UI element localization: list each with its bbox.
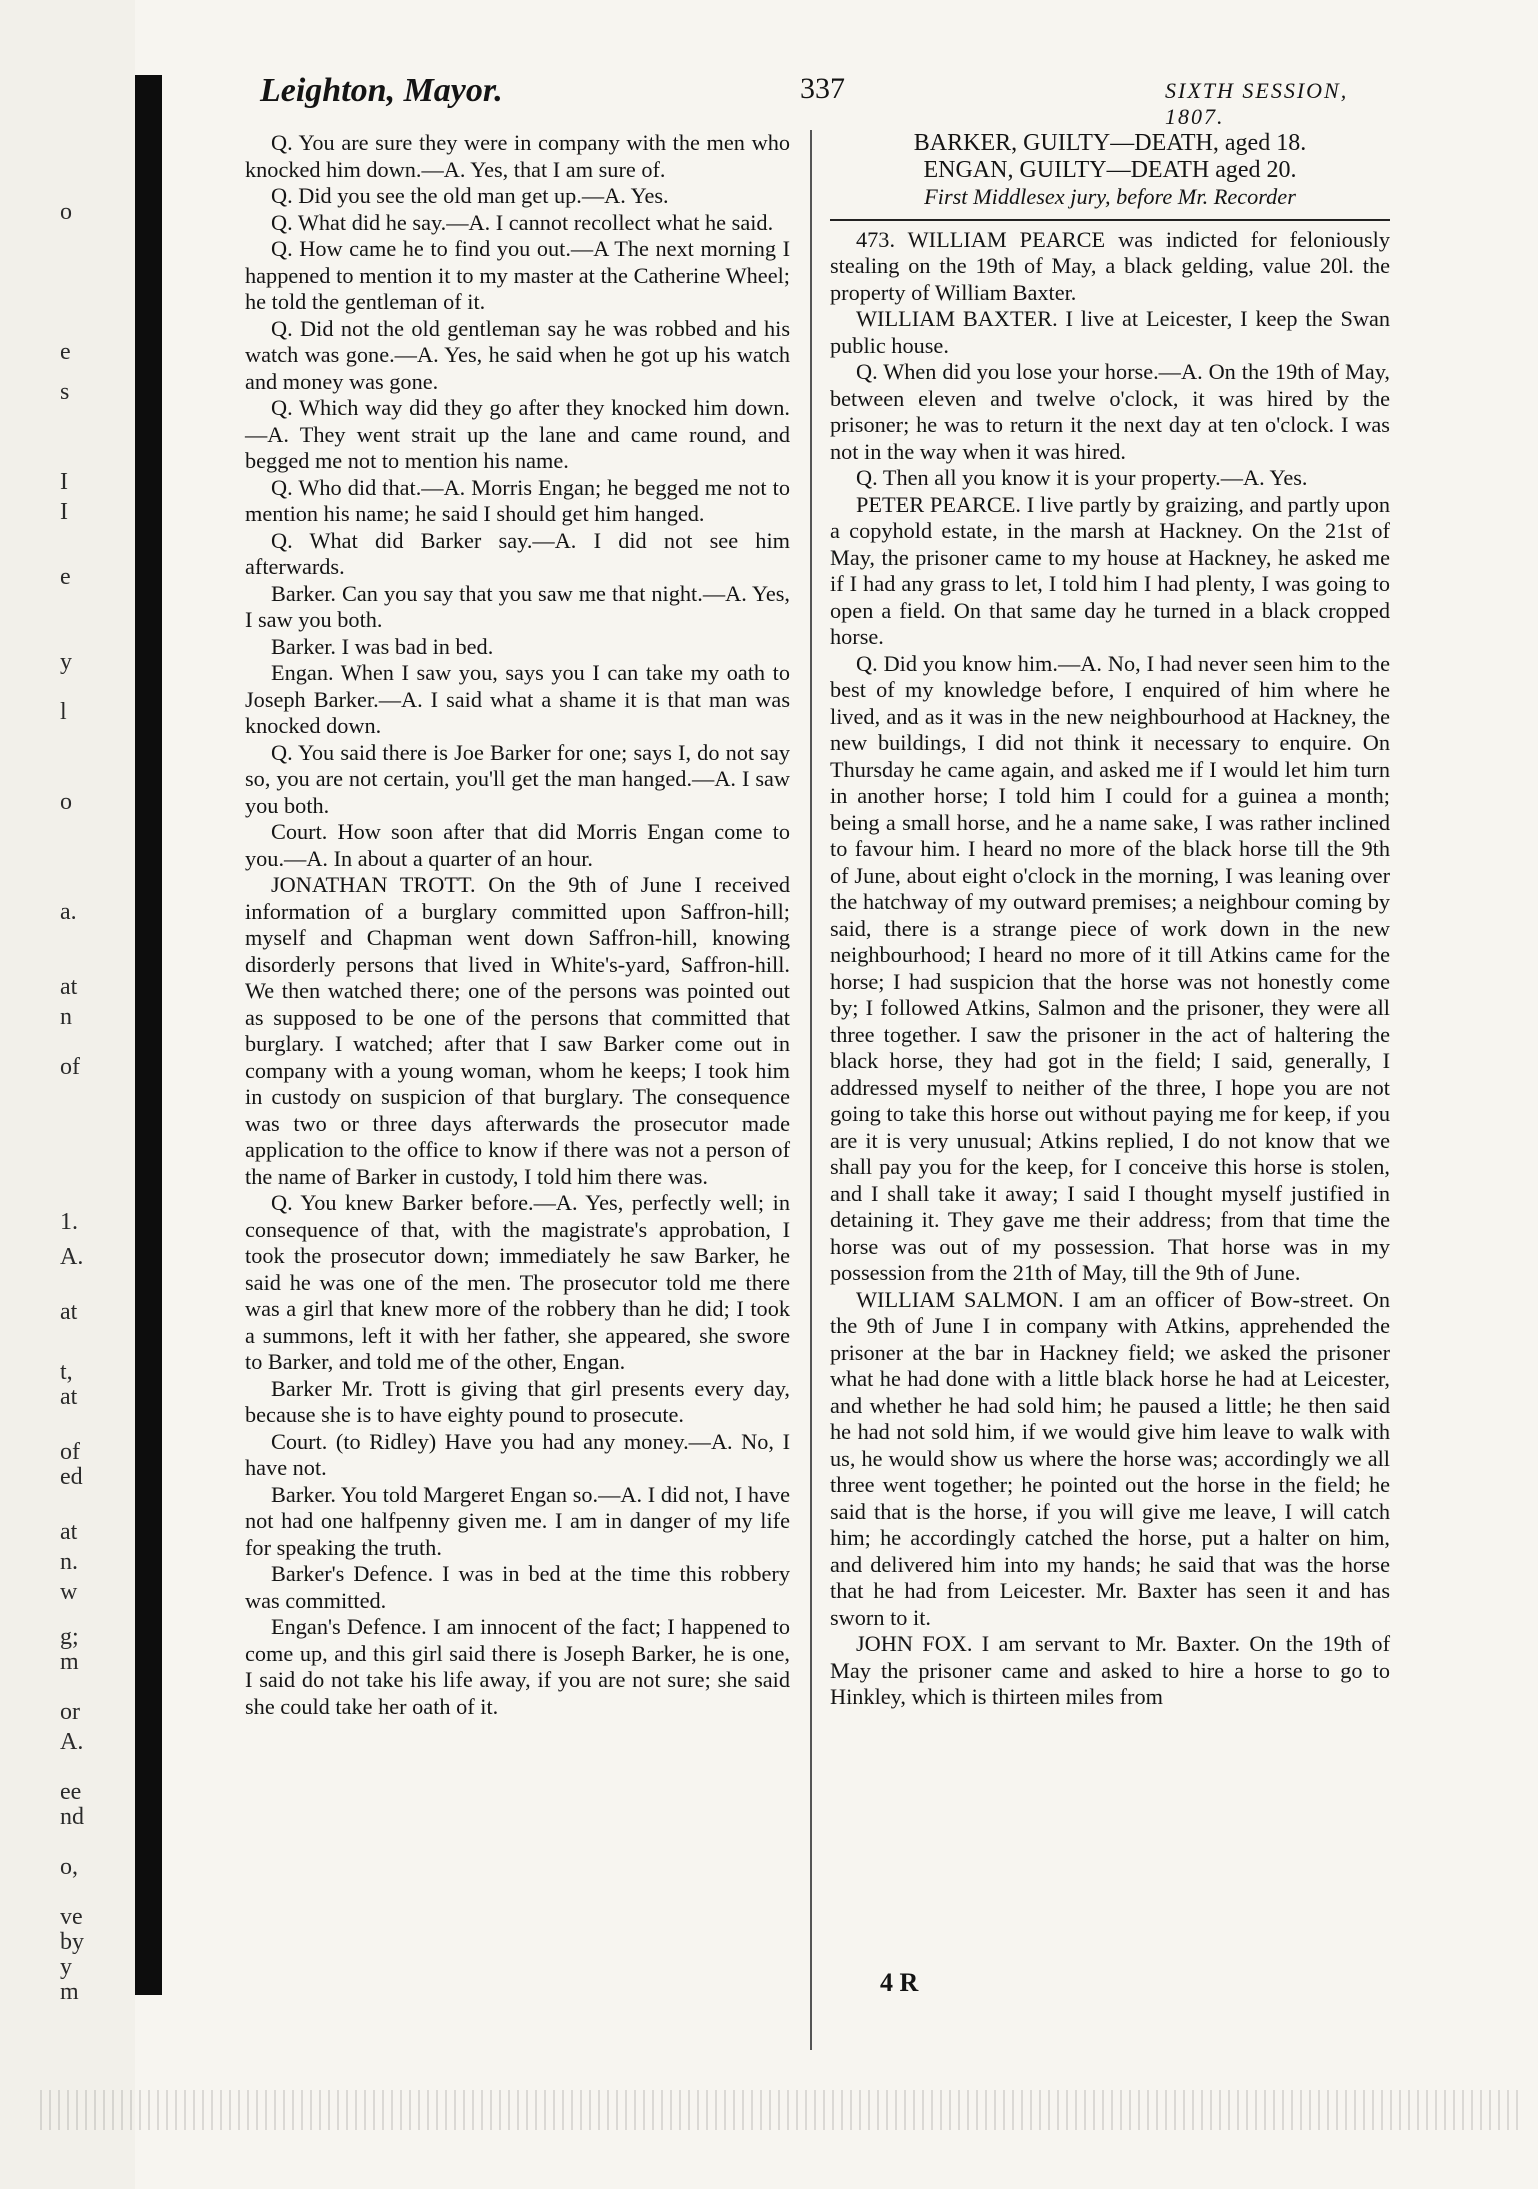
margin-fragment: 1. [60,1209,78,1235]
margin-fragment: g; [60,1624,79,1650]
scan-artifact [40,2090,1520,2130]
paragraph: Barker. You told Margeret Engan so.—A. I did not, I have not had one halfpenny given me. I am in danger of my life for speaking the truth. [245,1481,790,1560]
paragraph: Q. Did you see the old man get up.—A. Yes. [271,183,669,208]
paragraph: Q. Did you know him.—A. No, I had never seen him to the best of my knowledge before, I enquired of him where he lived, and as it was in the new neighbourhood at Hackney, the new buildings, I did not think it necessary to enquire. On Thursday he came again, and asked me if I would let him turn in another horse; I told him I could for a guinea a month; being a small horse, and he a name sake, I was rather inclined to favour him. I heard no more of the black horse till the 9th of June, about eight o'clock in the morning, I was leaning over the hatchway of my outward premises; a neighbour coming by said, there is a strange piece of work down in the new neighbourhood; I heard no more of it till Atkins came for the horse; I had suspicion that the horse was not honestly come by; I followed Atkins, Salmon and the prisoner, they were all three together. I saw the prisoner in the act of haltering the black horse, they had got in the field; I said, generally, I addressed myself to neither of the three, I hope you are not going to take this horse out without paying me for keep, if you are it is very unusual; Atkins replied, I do not know that we shall pay you for the keep, for I conceive this horse is stolen, and I shall take it away; I said I thought myself justified in detaining it. They gave me their address; from that time the horse was out of my possession. That horse was in my possession from the 21th of May, till the 9th of June. [830,650,1390,1285]
margin-fragment: at [60,974,78,1000]
right-column [830,130,1390,1711]
margin-fragment: m [60,1979,79,2005]
verdict-heading: BARKER, GUILTY—DEATH, aged 18. [913,130,1307,156]
margin-fragment: o, [60,1854,78,1880]
paragraph: Barker. I was bad in bed. [271,633,494,659]
margin-fragment: y [60,649,72,675]
paragraph: Barker. Can you say that you saw me that night.—A. Yes, I saw you both. [245,580,790,632]
margin-fragment: o [60,789,72,815]
paragraph: Engan. When I saw you, says you I can take my oath to Joseph Barker.—A. I said what a shame it is that man was knocked down. [245,660,790,738]
margin-fragment: I [60,499,68,525]
paragraph: Q. How came he to find you out.—A The next morning I happened to mention it to my master at the Catherine Wheel; he told the gentleman of it. [245,236,790,314]
margin-fragment: by [60,1929,84,1955]
verdict-heading: ENGAN, GUILTY—DEATH aged 20. [923,157,1297,183]
margin-fragment: A. [60,1244,84,1270]
margin-fragment: ed [60,1464,83,1490]
margin-fragment: A. [60,1729,84,1755]
paragraph: Barker's Defence. I was in bed at the time this robbery was committed. [245,1561,790,1613]
paragraph: Barker Mr. Trott is giving that girl presents every day, because she is to have eighty pound to prosecute. [245,1375,790,1427]
paragraph: WILLIAM SALMON. I am an officer of Bow-street. On the 9th of June I in company with Atkins, apprehended the prisoner at the bar in Hackney field; we asked the prisoner what he had done with a little black horse he had at Leicester, and whether he had sold him; he paused a little; he then said he had not sold him, if we would give him leave to walk with us, he would show us where the horse was; accordingly we all three went together; he pointed out the horse in the field; he said that is the horse, if you will give me leave, I will catch him; he accordingly catched the horse, put a halter on him, and delivered him into my hands; he said that was the horse that he had from Leicester. Mr. Baxter has seen it and has sworn to it. [830,1286,1390,1630]
paragraph: JONATHAN TROTT. On the 9th of June I received information of a burglary committed upon Saffron-hill; myself and Chapman went down Saffron-hill, knowing disorderly persons that lived in White's-yard, Saffron-hill. We then watched there; one of the persons was pointed out as supposed to be one of the persons that committed that burglary. I watched; after that I saw Barker come out in company with a young woman, whom he keeps; I took him in custody on suspicion of that burglary. The consequence was two or three days afterwards the prosecutor made application to the office to know if there was not a person of the name of Barker in custody, I told him there was. [245,872,790,1189]
paragraph: Q. You are sure they were in company with the men who knocked him down.—A. Yes, that I am sure of. [245,130,790,182]
running-header [245,72,1400,132]
paragraph: JOHN FOX. I am servant to Mr. Baxter. On the 19th of May the prisoner came and asked to hire a horse to go to Hinkley, which is thirteen miles from [830,1631,1390,1709]
margin-fragment: s [60,379,70,405]
page-number: 337 [800,72,845,105]
paragraph: Q. Then all you know it is your property.—A. Yes. [856,465,1308,490]
paragraph: Court. (to Ridley) Have you had any money.—A. No, I have not. [245,1428,790,1480]
margin-fragment: nd [60,1804,84,1830]
paragraph: Q. Which way did they go after they knocked him down.—A. They went strait up the lane and came round, and begged me not to mention his name. [245,395,790,473]
margin-fragment: e [60,564,71,590]
paragraph: Engan's Defence. I am innocent of the fact; I happened to come up, and this girl said there is Joseph Barker, he is one, I said do not take his life away, if you are not sure; she said she could take her oath of it. [245,1614,790,1719]
paragraph: Court. How soon after that did Morris Engan come to you.—A. In about a quarter of an hour. [245,819,790,871]
column-divider [810,130,812,2050]
margin-fragment: ee [60,1779,82,1805]
paragraph: Q. What did Barker say.—A. I did not see him afterwards. [245,527,790,579]
margin-fragment: n [60,1004,72,1030]
paragraph: Q. When did you lose your horse.—A. On the 19th of May, between eleven and twelve o'clock, it was hired by the prisoner; he was to return it the next day at ten o'clock. I was not in the way when it was hired. [830,359,1390,464]
margin-fragment: or [60,1699,80,1725]
section-rule [830,219,1390,221]
paragraph: Q. What did he say.—A. I cannot recollect what he said. [271,209,774,235]
paragraph: WILLIAM BAXTER. I live at Leicester, I keep the Swan public house. [830,306,1390,358]
paragraph: Q. Did not the old gentleman say he was robbed and his watch was gone.—A. Yes, he said when he got up his watch and money was gone. [245,315,790,394]
left-column [245,130,790,1720]
margin-fragment: m [60,1649,79,1675]
paragraph: PETER PEARCE. I live partly by graizing, and partly upon a copyhold estate, in the marsh at Hackney. On the 21st of May, the prisoner came to my house at Hackney, he asked me if I had any grass to let, I told him I had plenty, I was going to open a field. On that same day he turned in a black cropped horse. [830,491,1390,649]
margin-fragment: a. [60,899,77,925]
margin-fragment: o [60,199,72,225]
paragraph: Q. Who did that.—A. Morris Engan; he begged me not to mention his name; he said I should get him hanged. [245,474,790,526]
paragraph: 473. WILLIAM PEARCE was indicted for feloniously stealing on the 19th of May, a black gelding, value 20l. the property of William Baxter. [830,226,1390,305]
margin-fragment: l [60,699,67,725]
paragraph: Q. You knew Barker before.—A. Yes, perfectly well; in consequence of that, with the magistrate's approbation, I took the prosecutor down; immediately he saw Barker, he said he was one of the men. The prosecutor told me there was a girl that knew more of the robbery than he did; I took a summons, left it with her father, she appeared, she swore to Barker, and told me of the other, Engan. [245,1190,790,1374]
margin-fragment: ve [60,1904,83,1930]
left-margin-bleed [0,0,135,2189]
header-right: SIXTH SESSION, 1807. [1165,78,1349,129]
margin-fragment: n. [60,1549,78,1575]
margin-fragment: e [60,339,71,365]
margin-fragment: y [60,1954,72,1980]
paragraph: Q. You said there is Joe Barker for one; says I, do not say so, you are not certain, you'll get the man hanged.—A. I saw you both. [245,739,790,818]
header-left: Leighton, Mayor. [260,72,503,109]
margin-fragment: at [60,1299,78,1325]
margin-fragment: of [60,1054,80,1080]
margin-fragment: t, [60,1359,73,1385]
jury-line: First Middlesex jury, before Mr. Recorder [924,184,1296,209]
margin-fragment: at [60,1519,78,1545]
margin-fragment: of [60,1439,80,1465]
book-spine-shadow [135,75,162,1995]
margin-fragment: w [60,1579,78,1605]
margin-fragment: I [60,469,68,495]
signature-mark: 4 R [880,1968,919,1997]
margin-fragment: at [60,1384,78,1410]
document-page [245,72,1400,1719]
